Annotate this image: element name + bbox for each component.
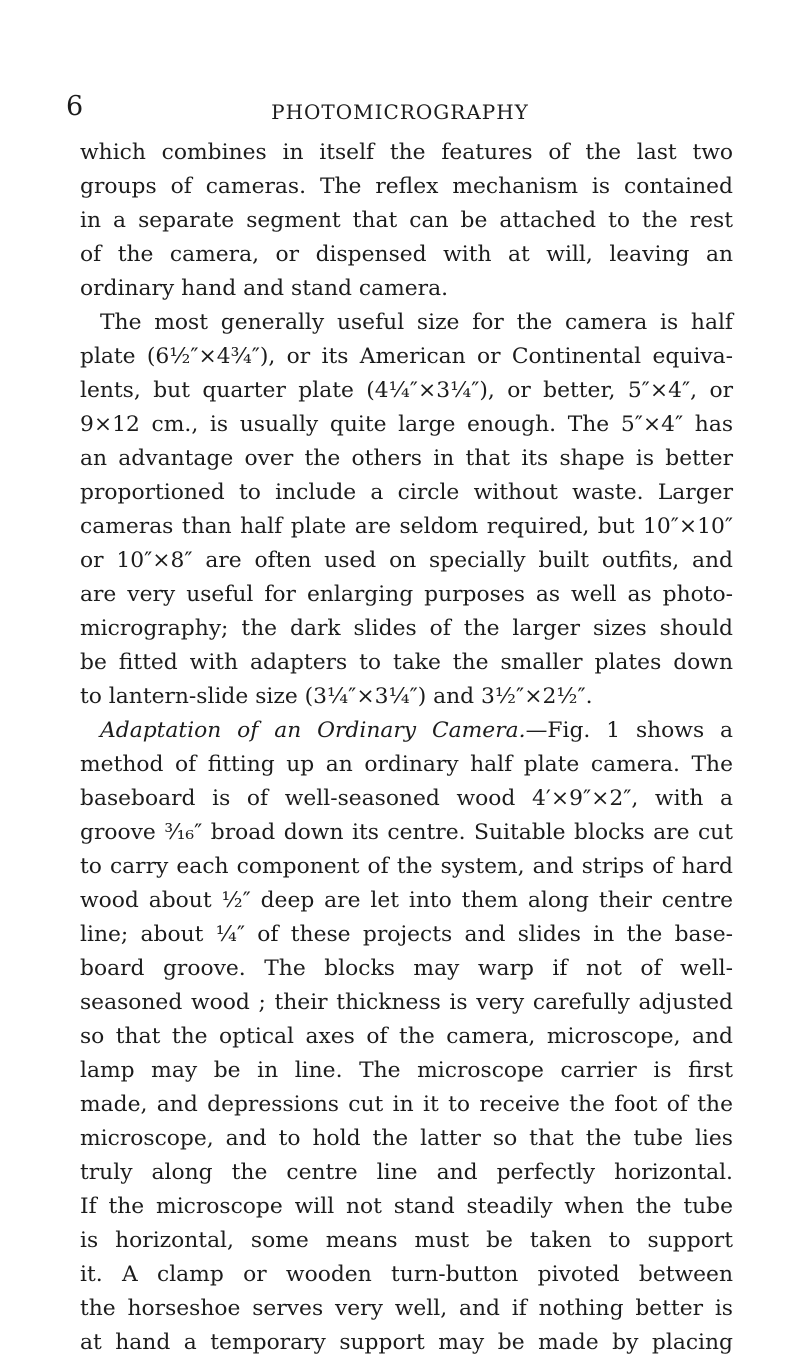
text-line: of the camera, or dispensed with at will, leaving an	[80, 242, 733, 267]
section-heading-line	[80, 714, 733, 748]
page-number: 6	[66, 91, 84, 122]
text-line: lents, but quarter plate (4¼″×3¼″), or better, 5″×4″, or	[80, 378, 733, 403]
text-line: seasoned wood ; their thickness is very carefully adjusted	[80, 990, 733, 1015]
text-line: or 10″×8″ are often used on specially built outfits, and	[80, 548, 733, 573]
text-line: plate (6½″×4¾″), or its American or Continental equiva-	[80, 344, 733, 369]
text-line: in a separate segment that can be attached to the rest	[80, 208, 733, 233]
text-line: lamp may be in line. The microscope carrier is first	[80, 1058, 733, 1083]
text-line: it. A clamp or wooden turn-button pivoted between	[80, 1262, 733, 1287]
running-title: PHOTOMICROGRAPHY	[271, 100, 529, 124]
text-line: method of fitting up an ordinary half plate camera. The	[80, 752, 733, 777]
text-line: cameras than half plate are seldom required, but 10″×10″	[80, 514, 733, 539]
text-line: to lantern-slide size (3¼″×3¼″) and 3½″×2½″.	[80, 684, 593, 709]
text-line: an advantage over the others in that its shape is better	[80, 446, 733, 471]
text-line: microscope, and to hold the latter so that the tube lies	[80, 1126, 733, 1151]
section-heading: Adaptation of an Ordinary Camera.	[100, 718, 526, 743]
text-line: groove ³⁄₁₆″ broad down its centre. Suitable blocks are cut	[80, 820, 733, 845]
text-line: baseboard is of well-seasoned wood 4′×9″×2″, with a	[80, 786, 733, 811]
text-line: are very useful for enlarging purposes as well as photo-	[80, 582, 733, 607]
text-line: groups of cameras. The reflex mechanism is contained	[80, 174, 733, 199]
text-line: micrography; the dark slides of the larger sizes should	[80, 616, 733, 641]
text-line: wood about ½″ deep are let into them along their centre	[80, 888, 733, 913]
text-line: be fitted with adapters to take the smaller plates down	[80, 650, 733, 675]
text-line: is horizontal, some means must be taken to support	[80, 1228, 733, 1253]
text-line: The most generally useful size for the camera is half	[100, 310, 733, 335]
text-line: the horseshoe serves very well, and if nothing better is	[80, 1296, 733, 1321]
text-line: —Fig. 1 shows a	[525, 718, 733, 743]
text-line: 9×12 cm., is usually quite large enough. The 5″×4″ has	[80, 412, 733, 437]
text-line: ordinary hand and stand camera.	[80, 276, 449, 301]
text-line: made, and depressions cut in it to receive the foot of the	[80, 1092, 733, 1117]
text-line: truly along the centre line and perfectly horizontal.	[80, 1160, 733, 1185]
text-line: proportioned to include a circle without waste. Larger	[80, 480, 733, 505]
text-line: at hand a temporary support may be made by placing	[80, 1330, 733, 1355]
text-line: to carry each component of the system, and strips of hard	[80, 854, 733, 879]
text-line: so that the optical axes of the camera, microscope, and	[80, 1024, 733, 1049]
text-line: If the microscope will not stand steadily when the tube	[80, 1194, 733, 1219]
text-line: line; about ¼″ of these projects and slides in the base-	[80, 922, 733, 947]
body-text	[80, 136, 733, 1360]
text-line: board groove. The blocks may warp if not of well-	[80, 956, 733, 981]
text-line: which combines in itself the features of the last two	[80, 140, 733, 165]
